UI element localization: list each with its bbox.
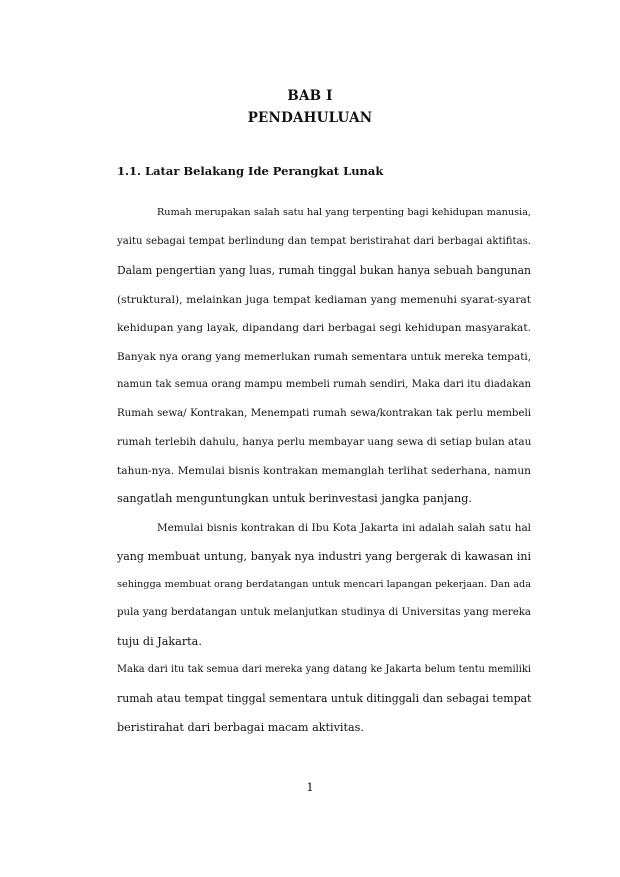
paragraph-line: rumah terlebih dahulu, hanya perlu membayar uang sewa di setiap bulan atau xyxy=(117,436,532,448)
paragraph-line: kehidupan yang layak, dipandang dari berbagai segi kehidupan masyarakat. xyxy=(117,322,531,334)
paragraph-line: yaitu sebagai tempat berlindung dan tempat beristirahat dari berbagai aktifitas. xyxy=(117,236,531,247)
page-number: 1 xyxy=(306,780,314,794)
section-heading: 1.1. Latar Belakang Ide Perangkat Lunak xyxy=(117,164,384,178)
paragraph-line: rumah atau tempat tinggal sementara untuk ditinggali dan sebagai tempat xyxy=(117,692,532,705)
paragraph-line: Rumah merupakan salah satu hal yang terpenting bagi kehidupan manusia, xyxy=(157,207,531,218)
chapter-title: PENDAHULUAN xyxy=(247,110,373,126)
paragraph-line: Banyak nya orang yang memerlukan rumah sementara untuk mereka tempati, xyxy=(117,351,531,363)
paragraph-line: namun tak semua orang mampu membeli rumah sendiri, Maka dari itu diadakan xyxy=(117,379,531,390)
paragraph-line: sehingga membuat orang berdatangan untuk mencari lapangan pekerjaan. Dan ada xyxy=(117,579,531,590)
paragraph-line: beristirahat dari berbagai macam aktivitas. xyxy=(117,721,364,734)
paragraph-line: tuju di Jakarta. xyxy=(117,635,202,648)
chapter-number: BAB I xyxy=(287,88,333,104)
paragraph-line: yang membuat untung, banyak nya industri yang bergerak di kawasan ini xyxy=(117,550,531,563)
paragraph-line: (struktural), melainkan juga tempat kediaman yang memenuhi syarat-syarat xyxy=(117,294,531,306)
paragraph-line: Rumah sewa/ Kontrakan, Menempati rumah sewa/kontrakan tak perlu membeli xyxy=(117,408,531,419)
paragraph-line: sangatlah menguntungkan untuk berinvestasi jangka panjang. xyxy=(117,492,472,505)
paragraph-line: tahun-nya. Memulai bisnis kontrakan memanglah terlihat sederhana, namun xyxy=(117,465,531,477)
paragraph-line: Maka dari itu tak semua dari mereka yang datang ke Jakarta belum tentu memiliki xyxy=(117,664,531,675)
paragraph-line: Memulai bisnis kontrakan di Ibu Kota Jakarta ini adalah salah satu hal xyxy=(157,522,531,534)
paragraph-line: Dalam pengertian yang luas, rumah tinggal bukan hanya sebuah bangunan xyxy=(117,264,531,277)
paragraph-line: pula yang berdatangan untuk melanjutkan studinya di Universitas yang mereka xyxy=(117,607,531,618)
